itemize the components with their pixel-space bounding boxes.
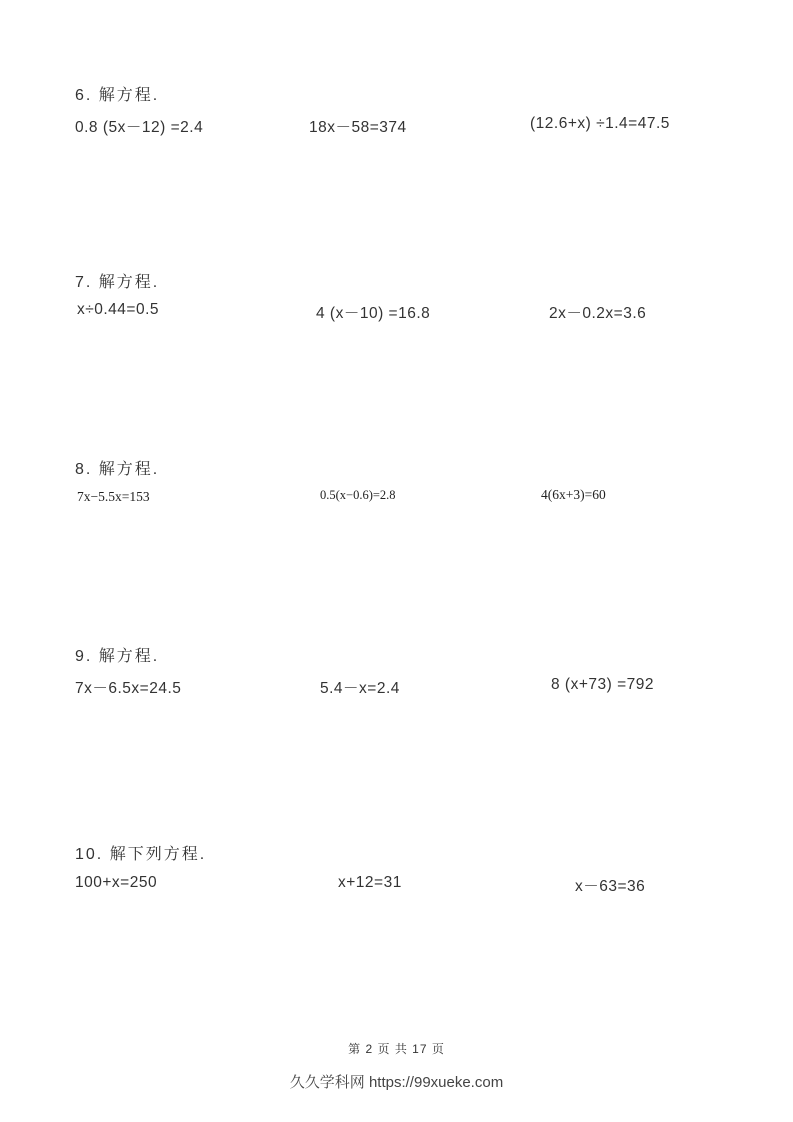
question-10-equation-3: x－63=36 <box>575 878 646 895</box>
question-9-equation-2: 5.4－x=2.4 <box>320 680 400 697</box>
question-10-equation-2: x+12=31 <box>338 874 402 891</box>
question-8-equation-2: 0.5(x−0.6)=2.8 <box>320 488 396 502</box>
question-6-equation-3: (12.6+x) ÷1.4=47.5 <box>530 115 670 132</box>
question-6-equation-2: 18x－58=374 <box>309 119 407 136</box>
page-number: 第 2 页 共 17 页 <box>348 1042 445 1056</box>
question-8-equation-3: 4(6x+3)=60 <box>541 487 606 502</box>
question-10-title: 10. 解下列方程. <box>75 846 207 863</box>
question-6-equation-1: 0.8 (5x－12) =2.4 <box>75 119 204 136</box>
question-9-equation-1: 7x－6.5x=24.5 <box>75 680 182 697</box>
question-7-equation-1: x÷0.44=0.5 <box>77 301 160 318</box>
site-watermark: 久久学科网 https://99xueke.com <box>289 1074 504 1091</box>
question-7-equation-2: 4 (x－10) =16.8 <box>316 305 431 322</box>
question-10-equation-1: 100+x=250 <box>75 874 158 891</box>
question-6-title: 6. 解方程. <box>75 87 160 104</box>
question-9-title: 9. 解方程. <box>75 648 160 665</box>
question-7-title: 7. 解方程. <box>75 274 160 291</box>
question-8-title: 8. 解方程. <box>75 461 160 478</box>
question-8-equation-1: 7x−5.5x=153 <box>77 489 150 504</box>
question-7-equation-3: 2x－0.2x=3.6 <box>549 305 647 322</box>
question-9-equation-3: 8 (x+73) =792 <box>551 676 655 693</box>
